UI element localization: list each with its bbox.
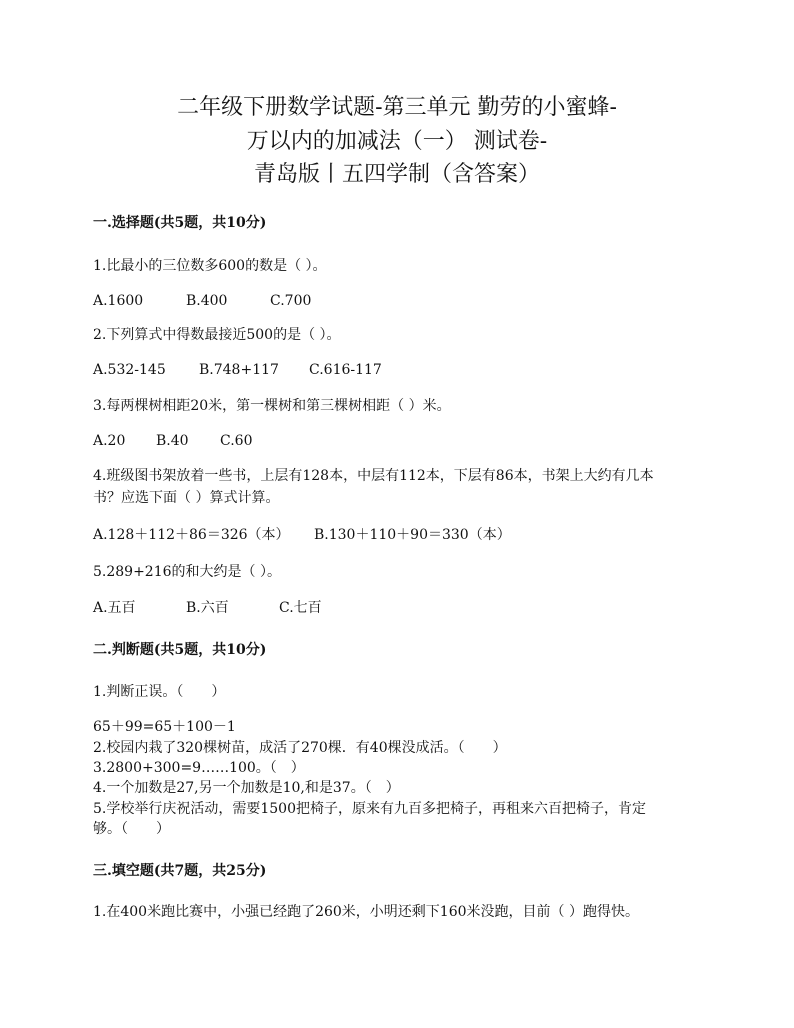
question-text: 2.校园内栽了320棵树苗，成活了270棵．有40棵没成活。（ ） bbox=[93, 740, 507, 756]
question-text: 5.学校举行庆祝活动，需要1500把椅子，原来有九百多把椅子，再租来六百把椅子，肯定 bbox=[93, 801, 646, 817]
question-options bbox=[93, 291, 311, 311]
question-text: 1.判断正误。（ ） bbox=[93, 684, 226, 700]
document-title-line-2: 万以内的加减法（一） 测试卷- bbox=[246, 129, 548, 154]
question-text: 4.一个加数是27,另一个加数是10,和是37。（ ） bbox=[93, 780, 400, 796]
question-options bbox=[93, 525, 511, 545]
option-b: B.六百 bbox=[186, 600, 229, 616]
option-b: B.748+117 bbox=[199, 362, 279, 378]
option-c: C.七百 bbox=[279, 600, 322, 616]
question-text: 5.289+216的和大约是（ ）。 bbox=[93, 564, 281, 580]
question-text-continued: 够。（ ） bbox=[93, 821, 170, 837]
question-text-continued: 书？应选下面（ ）算式计算。 bbox=[93, 490, 280, 506]
option-a: A.20 bbox=[93, 433, 126, 449]
question-text: 3.每两棵树相距20米，第一棵树和第三棵树相距（ ）米。 bbox=[93, 398, 451, 414]
question-text: 3.2800+300=9……100。（ ） bbox=[93, 760, 305, 776]
question-text: 1.在400米跑比赛中，小强已经跑了260米，小明还剩下160米没跑，目前（ ）跑得快。 bbox=[93, 904, 639, 920]
question-text: 2.下列算式中得数最接近500的是（ ）。 bbox=[93, 327, 341, 343]
document-title-line-1: 二年级下册数学试题-第三单元 勤劳的小蜜蜂- bbox=[177, 95, 617, 120]
option-c: C.60 bbox=[220, 433, 253, 449]
option-a: A.1600 bbox=[93, 293, 144, 309]
option-a: A.532-145 bbox=[93, 362, 166, 378]
option-c: C.616-117 bbox=[309, 362, 382, 378]
section-heading-fill-blank: 三.填空题(共7题，共25分) bbox=[93, 863, 267, 879]
question-expression: 65＋99=65＋100－1 bbox=[93, 719, 236, 735]
question-text: 4.班级图书架放着一些书，上层有128本，中层有112本，下层有86本，书架上大约有几本 bbox=[93, 468, 654, 484]
section-heading-choice: 一.选择题(共5题，共10分) bbox=[93, 215, 267, 231]
question-options bbox=[93, 360, 382, 380]
option-a: A.五百 bbox=[93, 600, 136, 616]
option-b: B.130＋110＋90＝330（本） bbox=[314, 527, 511, 543]
section-heading-judgement: 二.判断题(共5题，共10分) bbox=[93, 642, 267, 658]
option-c: C.700 bbox=[270, 293, 312, 309]
question-options bbox=[93, 431, 252, 451]
option-b: B.400 bbox=[186, 293, 228, 309]
document-title-line-3: 青岛版丨五四学制（含答案） bbox=[253, 162, 540, 187]
option-a: A.128＋112＋86＝326（本） bbox=[93, 527, 290, 543]
question-options bbox=[93, 598, 322, 618]
question-text: 1.比最小的三位数多600的数是（ ）。 bbox=[93, 258, 327, 274]
option-b: B.40 bbox=[156, 433, 189, 449]
